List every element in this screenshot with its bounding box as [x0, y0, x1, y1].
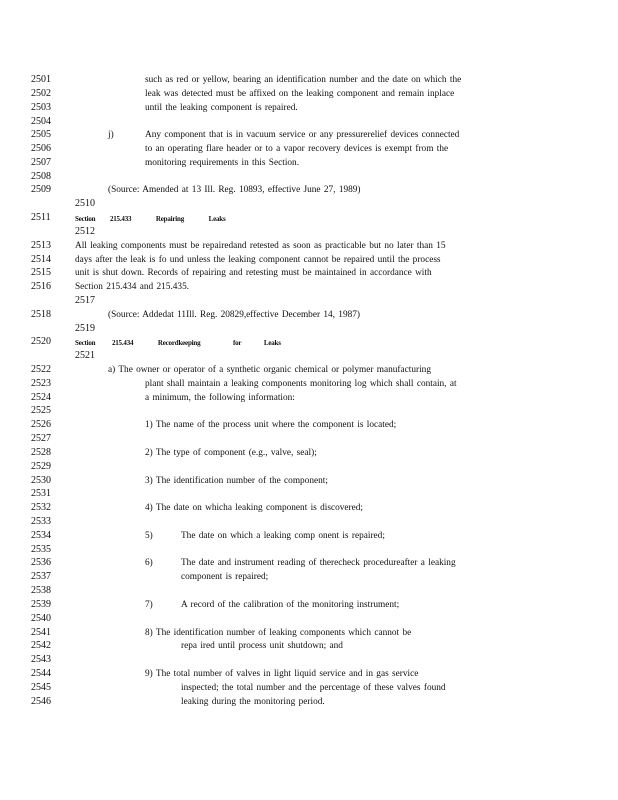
- line-number: 2545: [31, 682, 51, 693]
- body-text-line: Any component that is in vacuum service or any pressurerelief devices connected: [145, 130, 460, 140]
- line-number: 2522: [31, 364, 51, 375]
- list-item: 3) The identification number of the component;: [145, 476, 328, 486]
- source-note: (Source: Addedat 11Ill. Reg. 20829,effective December 14, 1987): [108, 310, 361, 320]
- line-number: 2514: [31, 254, 51, 265]
- line-number: 2501: [31, 74, 51, 85]
- body-text-line: until the leaking component is repaired.: [145, 103, 298, 113]
- line-number: 2536: [31, 557, 51, 568]
- line-number: 2511: [31, 212, 51, 223]
- body-text-line: Section 215.434 and 215.435.: [75, 282, 190, 292]
- line-number: 2510: [75, 198, 95, 209]
- line-number: 2529: [31, 461, 51, 472]
- line-number: 2504: [31, 116, 51, 127]
- line-number: 2516: [31, 281, 51, 292]
- section-title-word: Leaks: [208, 215, 226, 223]
- line-number: 2528: [31, 447, 51, 458]
- list-item: inspected; the total number and the percentage of these valves found: [181, 683, 446, 693]
- list-item: 4) The date on whicha leaking component is discovered;: [145, 503, 363, 513]
- line-number: 2541: [31, 627, 51, 638]
- line-number: 2543: [31, 654, 51, 665]
- line-number: 2525: [31, 405, 51, 416]
- section-title-word: Leaks: [263, 339, 281, 347]
- body-text-line: All leaking components must be repairedand retested as soon as practicable but no later than 15: [75, 241, 446, 251]
- item-marker: 5): [145, 531, 153, 541]
- list-item: A record of the calibration of the monitoring instrument;: [181, 600, 400, 610]
- section-label: Section: [75, 339, 96, 347]
- list-item: The date on which a leaking comp onent is repaired;: [181, 531, 385, 541]
- item-marker: j): [108, 130, 114, 140]
- section-title-word: Recordkeeping: [157, 339, 201, 347]
- line-number: 2527: [31, 433, 51, 444]
- body-text-line: plant shall maintain a leaking components monitoring log which shall contain, at: [145, 379, 457, 389]
- line-number: 2505: [31, 129, 51, 140]
- section-label: Section: [75, 215, 96, 223]
- line-number: 2506: [31, 143, 51, 154]
- section-heading: [75, 213, 226, 225]
- line-number: 2533: [31, 516, 51, 527]
- line-number: 2502: [31, 88, 51, 99]
- line-number: 2519: [75, 323, 95, 334]
- body-text-line: monitoring requirements in this Section.: [145, 158, 300, 168]
- line-number: 2515: [31, 267, 51, 278]
- list-item: leaking during the monitoring period.: [181, 697, 325, 707]
- line-number: 2523: [31, 378, 51, 389]
- line-number: 2531: [31, 488, 51, 499]
- body-text-line: leak was detected must be affixed on the leaking component and remain inplace: [145, 89, 455, 99]
- line-number: 2518: [31, 309, 51, 320]
- line-number: 2530: [31, 475, 51, 486]
- list-item: 8) The identification number of leaking components which cannot be: [145, 628, 412, 638]
- body-text-line: unit is shut down. Records of repairing and retesting must be maintained in accordance with: [75, 268, 432, 278]
- line-number: 2513: [31, 240, 51, 251]
- list-item: The date and instrument reading of therecheck procedureafter a leaking: [181, 558, 456, 568]
- line-number: 2537: [31, 571, 51, 582]
- line-number: 2542: [31, 640, 51, 651]
- line-number: 2538: [31, 585, 51, 596]
- section-title-word: for: [232, 339, 242, 347]
- line-number: 2526: [31, 419, 51, 430]
- section-number: 215.434: [111, 339, 134, 347]
- line-number: 2524: [31, 392, 51, 403]
- section-title-word: Repairing: [155, 215, 185, 223]
- source-note: (Source: Amended at 13 Ill. Reg. 10893, effective June 27, 1989): [108, 185, 361, 195]
- section-heading: [75, 337, 281, 349]
- item-marker: 6): [145, 558, 153, 568]
- line-number: 2546: [31, 696, 51, 707]
- line-number: 2509: [31, 184, 51, 195]
- body-text-line: days after the leak is fo und unless the leaking component cannot be repaired until the process: [75, 255, 441, 265]
- list-item: component is repaired;: [181, 572, 269, 582]
- list-item: repa ired until process unit shutdown; and: [181, 641, 343, 651]
- line-number: 2517: [75, 295, 95, 306]
- line-number: 2521: [75, 350, 95, 361]
- item-marker: 7): [145, 600, 153, 610]
- line-number: 2544: [31, 668, 51, 679]
- line-number: 2532: [31, 502, 51, 513]
- body-text-line: such as red or yellow, bearing an identification number and the date on which the: [145, 75, 462, 85]
- line-number: 2520: [31, 336, 51, 347]
- line-number: 2540: [31, 613, 51, 624]
- line-number: 2508: [31, 171, 51, 182]
- list-item: 1) The name of the process unit where the component is located;: [145, 420, 397, 430]
- line-number: 2507: [31, 157, 51, 168]
- line-number: 2503: [31, 102, 51, 113]
- body-text-line: a minimum, the following information:: [145, 393, 295, 403]
- list-item: 9) The total number of valves in light liquid service and in gas service: [145, 669, 419, 679]
- line-number: 2539: [31, 599, 51, 610]
- section-number: 215.433: [109, 215, 132, 223]
- line-number: 2535: [31, 544, 51, 555]
- body-text-line: a) The owner or operator of a synthetic organic chemical or polymer manufacturing: [108, 365, 431, 375]
- body-text-line: to an operating flare header or to a vapor recovery devices is exempt from the: [145, 144, 449, 154]
- list-item: 2) The type of component (e.g., valve, seal);: [145, 448, 317, 458]
- line-number: 2534: [31, 530, 51, 541]
- line-number: 2512: [75, 226, 95, 237]
